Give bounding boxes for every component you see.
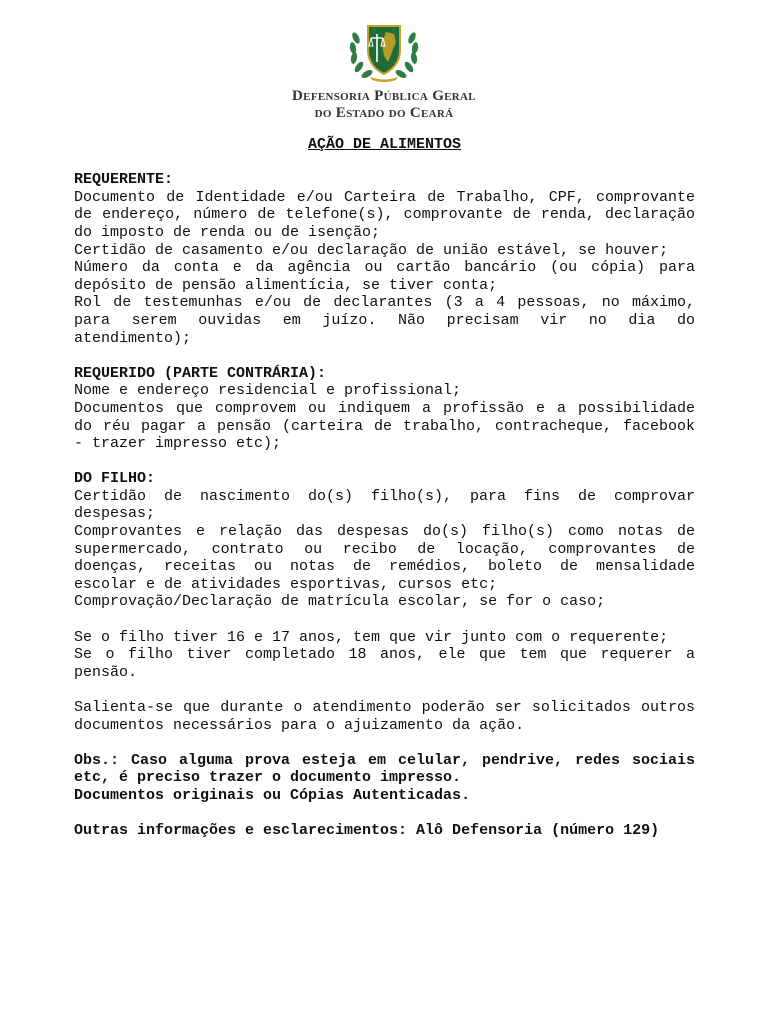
list-item: Rol de testemunhas e/ou de declarantes (3 a 4 pessoas, no máximo, para serem ouvidas em juízo. Não precisam vir no dia do atendimento);: [74, 294, 695, 347]
age-note: Se o filho tiver completado 18 anos, ele que tem que requerer a pensão.: [74, 646, 695, 681]
age-note: Se o filho tiver 16 e 17 anos, tem que vir junto com o requerente;: [74, 628, 669, 646]
section-filho: [74, 470, 695, 611]
list-item: Comprovação/Declaração de matrícula escolar, se for o caso;: [74, 593, 606, 611]
list-item: Comprovantes e relação das despesas do(s) filho(s) como notas de supermercado, contrato ou recibo de locação, comprovantes de doenças, receitas ou notas de remédios, boleto de mensalidade escolar e de atividades esportivas, cursos etc;: [74, 523, 695, 593]
list-item: Nome e endereço residencial e profissional;: [74, 382, 462, 400]
contact-info: Outras informações e esclarecimentos: Alô Defensoria (número 129): [74, 822, 660, 840]
section-heading: REQUERENTE:: [74, 171, 174, 189]
list-item: Certidão de casamento e/ou declaração de união estável, se houver;: [74, 241, 669, 259]
list-item: Certidão de nascimento do(s) filho(s), para fins de comprovar despesas;: [74, 487, 695, 523]
section-salienta: [74, 699, 695, 734]
section-age-notes: [74, 629, 695, 682]
org-name: [0, 88, 768, 122]
document-title: AÇÃO DE ALIMENTOS: [307, 136, 462, 153]
salienta-paragraph: Salienta-se que durante o atendimento poderão ser solicitados outros documentos necessários para o ajuizamento da ação.: [74, 699, 695, 734]
defensoria-seal-icon: [344, 20, 424, 82]
org-name-line-2: do Estado do Ceará: [314, 105, 454, 121]
obs-note: Documentos originais ou Cópias Autenticadas.: [74, 786, 471, 804]
obs-note: Obs.: Caso alguma prova esteja em celular, pendrive, redes sociais etc, é preciso trazer o documento impresso.: [74, 751, 695, 787]
list-item: Número da conta e da agência ou cartão bancário (ou cópia) para depósito de pensão alimentícia, se tiver conta;: [74, 259, 695, 294]
section-heading: REQUERIDO (PARTE CONTRÁRIA):: [74, 364, 327, 382]
section-heading: DO FILHO:: [74, 470, 156, 488]
list-item: Documentos que comprovem ou indiquem a profissão e a possibilidade do réu pagar a pensão (carteira de trabalho, contracheque, facebook - trazer impresso etc);: [74, 399, 695, 453]
document-body: [74, 136, 695, 857]
section-requerente: [74, 171, 695, 347]
org-name-line-1: Defensoria Pública Geral: [292, 88, 476, 104]
section-obs: [74, 752, 695, 805]
section-contact: [74, 822, 695, 840]
list-item: Documento de Identidade e/ou Carteira de Trabalho, CPF, comprovante de endereço, número de telefone(s), comprovante de renda, declaração do imposto de renda ou de isenção;: [74, 188, 695, 241]
section-requerido: [74, 365, 695, 453]
letterhead: [0, 20, 768, 122]
